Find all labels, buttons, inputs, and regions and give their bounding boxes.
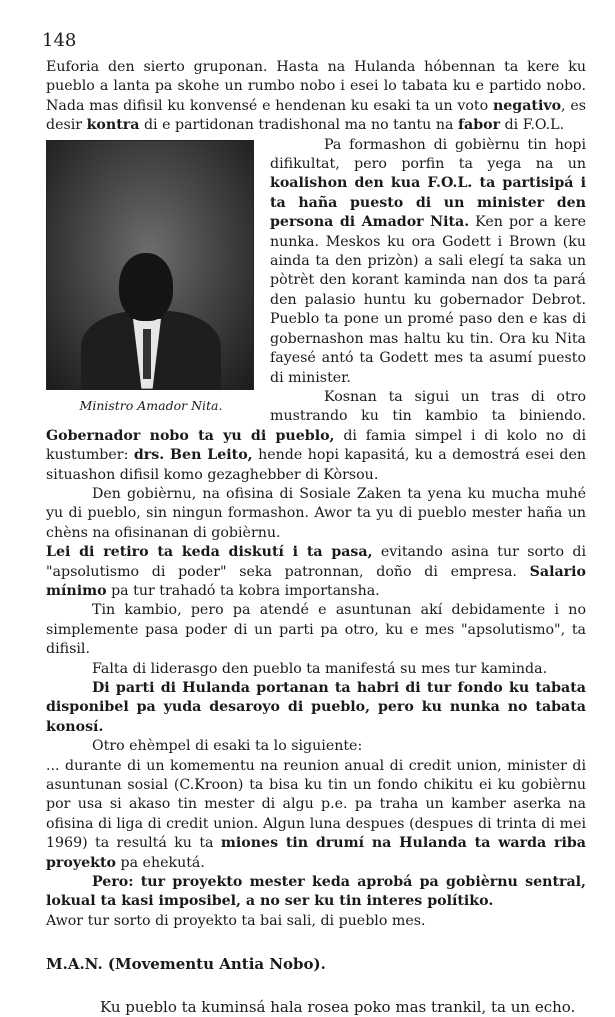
- paragraph-5: Lei di retiro ta keda diskutí i ta pasa, evitando asina tur sorto di "apsolutismo di poder" seka patronnan, doño di empresa. Salario mínimo pa tur trahadó ta kobra importansha.: [46, 544, 586, 599]
- paragraph-7: Falta di liderasgo den pueblo ta manifestá su mes tur kaminda.: [92, 660, 548, 677]
- paragraph-6: Tin kambio, pero pa atendé e asuntunan akí debidamente i no simplemente pasa poder di un parti pa otro, ku e mes "apsolutismo", ta difisil.: [46, 602, 586, 658]
- portrait-photo: [46, 140, 254, 390]
- paragraph-11: Pero: tur proyekto mester keda aprobá pa gobièrnu sentral, lokual ta kasi imposibel, a no ser ku tin interes polítiko.: [46, 874, 586, 910]
- paragraph-10: ... durante di un komementu na reunion anual di credit union, minister di asuntunan sosial (C.Kroon) ta bisa ku tin un fondo chikitu ei ku gobièrnu por usa si akaso tin mester di algu p.e. pa traha un kamber aserka na ofisina di liga di credit union. Algun luna despues (despues di trinta di mei 1969) ta resultá ku ta miones tin drumí na Hulanda ta warda riba proyekto pa ehekutá.: [46, 757, 586, 871]
- paragraph-8: Di parti di Hulanda portanan ta habri di tur fondo ku tabata disponibel pa yuda desaroyo di pueblo, pero ku nunka no tabata konosí.: [46, 680, 586, 735]
- photo-head: [119, 253, 173, 321]
- paragraph-2: Pa formashon di gobièrnu tin hopi difikultat, pero porfin ta yega na un koalishon den kua F.O.L. ta partisipá i ta haña puesto di un minister den persona di Amador Nita. Ken por a kere nunka. Meskos ku ora Godett i Brown (ku ainda ta den prizòn) a sali elegí ta saka un pòtrèt den korant kaminda nan dos ta pará den palasio huntu ku gobernador Debrot. Pueblo ta pone un promé paso den e kas di gobernashon mas haltu ku tin. Ora ku Nita fayesé antó ta Godett mes ta asumí puesto di minister.: [270, 136, 587, 386]
- page-number: 148: [42, 30, 77, 51]
- paragraph-3: Kosnan ta sigui un tras di otro mustrando ku tin kambio ta biniendo. Gobernador nobo ta yu di pueblo, di famia simpel i di kolo no di kustumber: drs. Ben Leito, hende hopi kapasitá, ku a demostrá esei den situashon difisil komo gezaghebber di Kòrsou.: [46, 388, 586, 483]
- page-content: [46, 58, 586, 1017]
- photo-caption: Ministro Amador Nita.: [79, 397, 223, 413]
- paragraph-13: Ku pueblo ta kuminsá hala rosea poko mas trankil, ta un echo.: [100, 997, 576, 1016]
- section-heading: M.A.N. (Movementu Antia Nobo).: [46, 955, 326, 974]
- photo-figure: [46, 140, 256, 414]
- photo-tie: [143, 329, 151, 379]
- paragraph-9: Otro ehèmpel di esaki ta lo siguiente:: [92, 738, 363, 755]
- paragraph-4: Den gobièrnu, na ofisina di Sosiale Zaken ta yena ku mucha muhé yu di pueblo, sin ningun formashon. Awor ta yu di pueblo mester haña un chèns na ofisinanan di gobièrnu.: [46, 485, 586, 541]
- paragraph-12: Awor tur sorto di proyekto ta bai sali, di pueblo mes.: [46, 912, 426, 929]
- paragraph-1: Euforia den sierto gruponan. Hasta na Hulanda hóbennan ta kere ku pueblo a lanta pa skohe un rumbo nobo i esei lo tabata ku e partido nobo. Nada mas difisil ku konvensé e hendenan ku esaki ta un voto negativo, es desir kontra di e partidonan tradishonal ma no tantu na fabor di F.O.L.: [46, 59, 586, 134]
